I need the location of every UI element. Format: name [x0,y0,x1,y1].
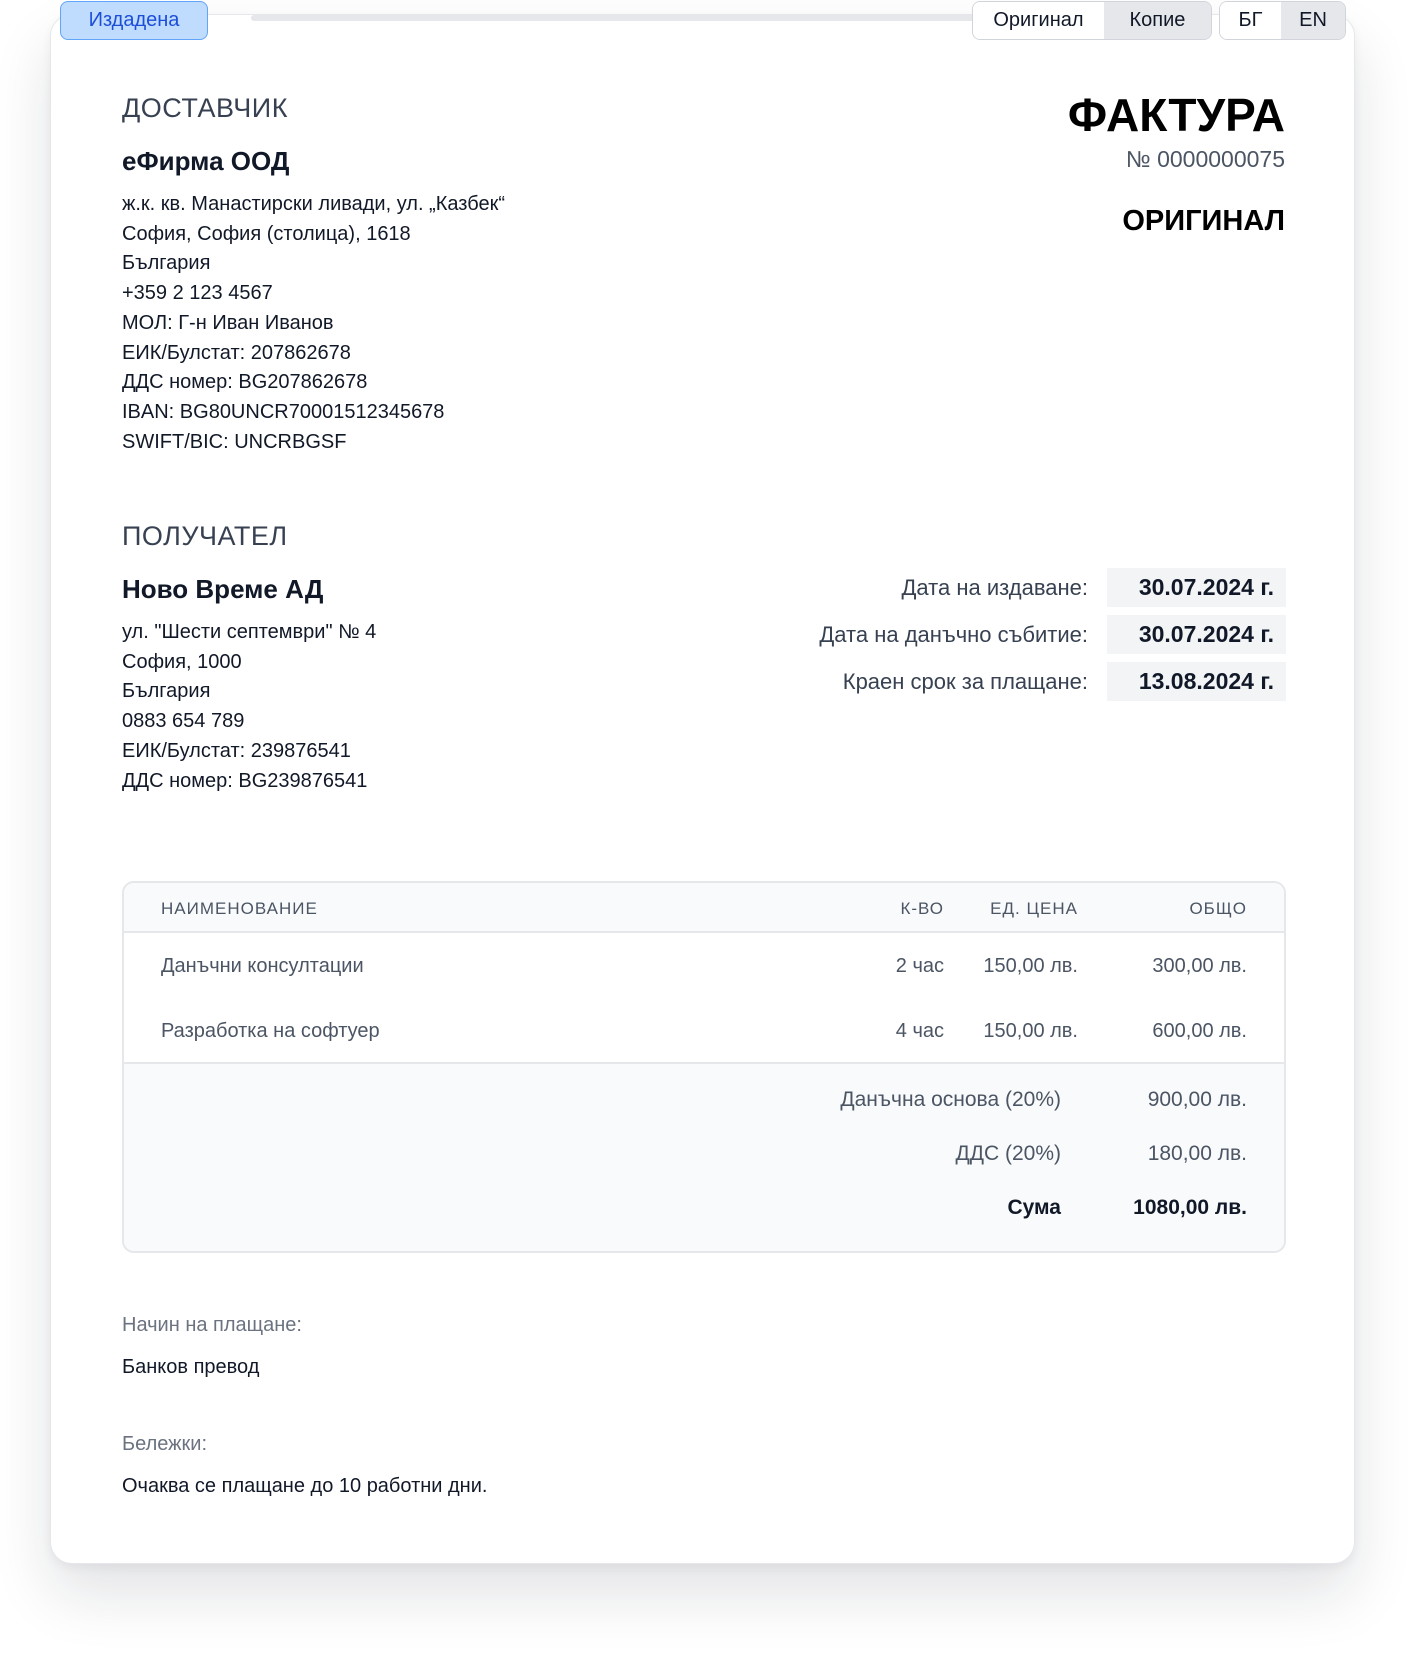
recipient-details [122,618,376,796]
recipient-heading: ПОЛУЧАТЕЛ [122,521,288,551]
supplier-city-line: София, София (столица), 1618 [122,222,411,245]
supplier-vat: ДДС номер: BG207862678 [122,371,368,394]
copy-toggle-original[interactable]: Оригинал [973,2,1104,39]
supplier-country: България [122,252,211,275]
recipient-name: Ново Време АД [122,574,324,604]
issue-date-row [902,568,1286,607]
item-total: 300,00 лв. [1152,955,1247,977]
recipient-country: България [122,680,211,703]
copy-toggle [972,1,1212,40]
recipient-address-line: ул. "Шести септември" № 4 [122,621,377,643]
table-header [124,883,1284,933]
language-option-bg[interactable]: БГ [1220,2,1281,39]
item-total: 600,00 лв. [1152,1020,1247,1042]
vat-value: 180,00 лв. [1147,1142,1247,1165]
table-summary [124,1062,1284,1251]
column-header-total: ОБЩО [1189,899,1247,918]
invoice-copy-type: ОРИГИНАЛ [1122,205,1285,237]
due-date-row [843,662,1286,701]
item-unit-price: 150,00 лв. [983,1020,1078,1042]
recipient-phone: 0883 654 789 [122,710,245,733]
supplier-heading: ДОСТАВЧИК [122,93,288,123]
recipient-city-line: София, 1000 [122,650,242,673]
supplier-address-line: ж.к. кв. Манастирски ливади, ул. „Казбек“ [122,193,505,215]
item-name: Данъчни консултации [161,955,364,977]
tax-event-date-label: Дата на данъчно събитие: [819,621,1088,647]
supplier-details [122,190,505,457]
column-header-name: НАИМЕНОВАНИЕ [161,899,318,918]
supplier-manager: МОЛ: Г-н Иван Иванов [122,311,334,334]
issue-date-label: Дата на издаване: [901,574,1088,600]
supplier-eik: ЕИК/Булстат: 207862678 [122,341,351,364]
notes-label: Бележки: [122,1433,208,1455]
item-name: Разработка на софтуер [161,1020,380,1042]
vat-label: ДДС (20%) [955,1142,1061,1165]
payment-method-value: Банков превод [122,1356,260,1378]
supplier-name: еФирма ООД [122,146,290,176]
tax-event-date-row [819,615,1286,654]
grand-total-label: Сума [1007,1196,1061,1219]
item-qty: 4 час [895,1020,944,1042]
tax-base-label: Данъчна основа (20%) [840,1088,1061,1111]
supplier-swift: SWIFT/BIC: UNCRBGSF [122,430,347,453]
issue-date-value: 30.07.2024 г. [1107,568,1286,607]
language-toggle [1219,1,1346,40]
notes-value: Очаква се плащане до 10 работни дни. [122,1475,488,1497]
column-header-unit-price: ЕД. ЦЕНА [990,899,1078,918]
tax-base-value: 900,00 лв. [1147,1088,1247,1111]
column-header-qty: К-ВО [900,899,944,918]
items-table [122,881,1286,1253]
status-badge: Издадена [60,1,208,40]
payment-method-label: Начин на плащане: [122,1314,302,1336]
item-qty: 2 час [895,955,944,977]
due-date-value: 13.08.2024 г. [1107,662,1286,701]
recipient-eik: ЕИК/Булстат: 239876541 [122,739,351,762]
table-row [124,933,1284,997]
table-row [124,998,1284,1062]
recipient-vat: ДДС номер: BG239876541 [122,769,368,792]
invoice-number: № 0000000075 [1126,146,1285,172]
item-unit-price: 150,00 лв. [983,955,1078,977]
tax-event-date-value: 30.07.2024 г. [1107,615,1286,654]
invoice-title: ФАКТУРА [1067,89,1285,141]
grand-total-value: 1080,00 лв. [1133,1196,1247,1219]
copy-toggle-copy[interactable]: Копие [1104,2,1211,39]
language-option-en[interactable]: EN [1281,2,1345,39]
due-date-label: Краен срок за плащане: [842,668,1088,694]
supplier-phone: +359 2 123 4567 [122,282,273,305]
supplier-iban: IBAN: BG80UNCR70001512345678 [122,400,445,423]
